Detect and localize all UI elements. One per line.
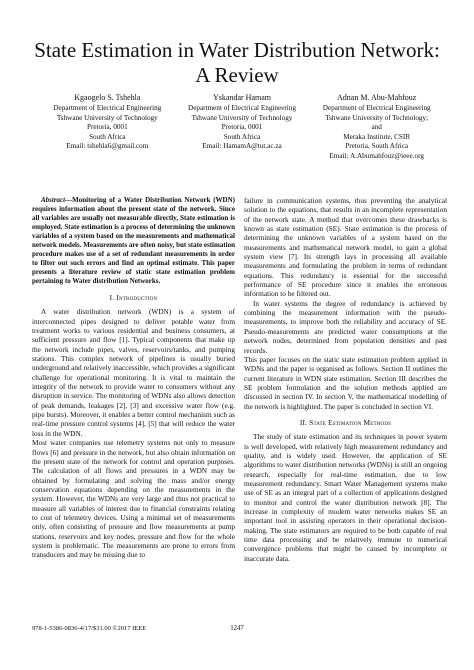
- left-column: [32, 196, 235, 560]
- author-1: [40, 93, 175, 162]
- author-block: [40, 93, 444, 162]
- section-numeral: I.: [109, 293, 117, 302]
- author-email: Email: tshehla6@gmail.com: [66, 142, 149, 151]
- author-affiliation: Department of Electrical Engineering: [322, 104, 431, 112]
- footer-isbn: 978-1-5386-0836-4/17/$31.00 ©2017 IEEE: [32, 625, 147, 632]
- section-title: State Estimation Methods: [309, 417, 392, 427]
- author-affiliation: South Africa: [89, 132, 126, 141]
- methods-paragraph-1: The study of state estimation and its techniques in power system is well developed, with relatively high measurement redundancy and quality, and is widely used. However, the application of SE algorithms to water distribution networks (WDNs) is still an ongoing research, especially for real-time estimation, due to low measurement redundancy. Smart Water Management systems make use of SE as an integral part of a collection of applications designed to monitor and control the water distribution network [8]. The increase in complexity of modern water networks makes SE an important tool in assisting operators in their operational decision-making. The state estimators are required to be both capable of real time data processing and be relatively immune to numerical convergence problems that might be caused by incomplete or inaccurate data.: [244, 432, 447, 563]
- author-affiliation: Department of Electrical Engineering: [53, 104, 162, 112]
- author-2: [175, 93, 310, 162]
- intro-paragraph-2: Most water companies use telemetry systems not only to measure flows [6] and pressure in the network, but also obtain information on the present state of the network for control and operation purposes. The calculation of all flows and pressures in a WDN may be obtained by formulating and solving the mass and/or energy conservation equations depending on the measurements in the system. However, the WDNs are very large and thus not practical to measure all variables of interest due to financial constraints relating to cost of telemetry devices. Using a minimal set of measurements only, often consisting of pressure and flow measurements at pump stations, reservoirs and key nodes, pressure and flow for the whole system is problematic. The measurements are prone to errors from transducers and may be missing due to: [32, 438, 235, 560]
- author-affiliation: South Africa: [223, 132, 261, 141]
- author-affiliation: Tshwane University of Technology: [191, 113, 293, 122]
- author-3: [309, 93, 444, 162]
- author-affiliation: Department of Electrical Engineering: [188, 104, 296, 112]
- author-name: Yskandar Hamam: [213, 93, 271, 102]
- intro-paragraph-3: In water systems the degree of redundancy is achieved by combining the measurement information with the pseudo-measurements, to improve both the reliability and accuracy of SE. Pseudo-measurements are predicted water consumptions at the network nodes, determined from population densities and past records.: [244, 298, 447, 355]
- section-heading-methods: [244, 418, 447, 427]
- intro-paragraph-4: This paper focuses on the static state estimation problem applied in WDNs and the paper is organised as follows. Section II outlines the current literature in WDN state estimation. Section III describes the SE problem formulation and the solution methods applied are discussed in section IV. In section V, the mathematical modelling of the network is highlighted. The paper is concluded in section VI.: [244, 354, 447, 411]
- intro-paragraph-continued: failure in communication systems, thus preventing the analytical solution to the equations, that results in an incomplete representation of the network state. A method that overcomes these drawbacks is known as state estimation (SE). State estimation is the process of determining the unknown variables of a system based on the measurements and mathematical network model, to gain a global system view [7]. Its strength lays in processing all available measurements and formulating the problem in terms of redundant equations. This redundancy is essential for the successful performance of SE procedure since it enables the erroneous information to be filtered out.: [244, 196, 447, 299]
- section-title: Introduction: [116, 293, 158, 302]
- title-line-2: A Review: [195, 63, 279, 87]
- author-affiliation: Pretoria, South Africa: [345, 142, 409, 151]
- author-affiliation: Pretoria, 0001: [86, 123, 128, 132]
- author-affiliation: Pretoria, 0001: [221, 123, 263, 132]
- page-number: 1247: [230, 625, 244, 632]
- section-heading-introduction: [32, 293, 235, 302]
- author-affiliation: Tshwane University of Technology;: [325, 113, 429, 122]
- paper-title: [20, 38, 454, 88]
- abstract-lead: Abstract: [41, 196, 66, 204]
- author-name: Adnan M. Abu-Mahfouz: [337, 93, 417, 102]
- abstract-text: —Monitoring of a Water Distribution Network (WDN) requires information about the present state of the network. Since all variables are usually not measurable directly, State estimation is employed. State estimation is a process of determining the unknown variables of a system based on the measurements and mathematical network models. Measurements are often noisy, but state estimation procedure makes use of a set of redundant measurements in order to filter out such errors and find an optimal estimate. This paper presents a literature review of static state estimation problem pertaining to Water distribution Networks.: [32, 196, 235, 285]
- author-name: Kgaogelo S. Tshehla: [74, 93, 141, 102]
- author-email: Email: A.Abumahfouz@ieee.org: [329, 151, 424, 160]
- right-column: [244, 196, 447, 563]
- intro-paragraph-1: A water distribution network (WDN) is a system of interconnected pipes designed to deliver potable water from treatment works to various residential and business consumers, at sufficient pressure and flow [1]. Typical components that make up the network include pipes, valves, reservoirs/tanks, and pumping stations. This complex network of pipelines is usually buried underground and relatively inaccessible, which provides a significant challenge for operational monitoring. It is vital to maintain the integrity of the network to provide water to consumers without any disruption in service. The monitoring of WDNs also allows detection of peak demands, leakages [2], [3] and excessive water flow (e.g. pipe bursts). Moreover, it enables a better control mechanism such as real-time pressure control systems [4], [5] that will reduce the water loss in the WDN.: [32, 307, 235, 438]
- author-affiliation: Meraka Institute, CSIR: [343, 132, 411, 141]
- author-affiliation: Tshwane University of Technology: [56, 113, 158, 122]
- abstract: [32, 196, 235, 286]
- title-line-1: State Estimation in Water Distribution Network:: [34, 38, 440, 62]
- author-affiliation: and: [371, 123, 382, 132]
- author-email: Email: HamamA@tut.ac.za: [202, 142, 282, 151]
- section-numeral: II.: [299, 417, 310, 427]
